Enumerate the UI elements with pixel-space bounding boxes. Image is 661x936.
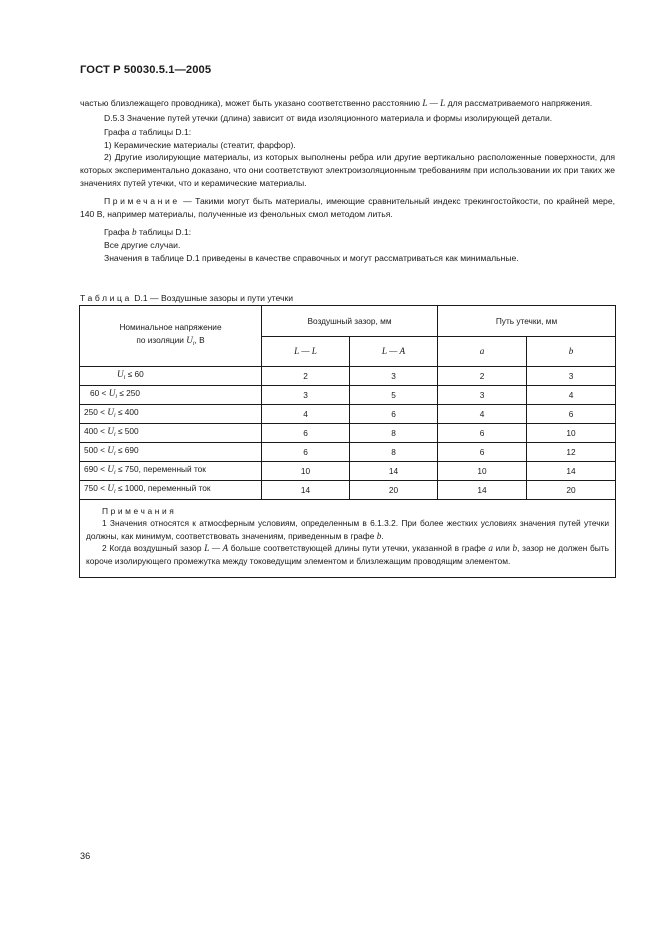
clearance-l-l-cell: 10 [262, 462, 350, 481]
header-a: a [438, 337, 527, 367]
header-text: Номинальное напряжение [119, 322, 222, 332]
paragraph-continuation [80, 97, 615, 110]
paragraph-note [80, 195, 615, 220]
voltage-cell: $400 < U_i \le 500$ [80, 424, 262, 443]
creepage-a-cell: 10 [438, 462, 527, 481]
table-row [80, 386, 616, 405]
clearance-l-l-cell: 14 [262, 481, 350, 500]
note-1: 1 Значения относятся к атмосферным условиям, определенным в 6.1.3.2. При более жестких условиях значения путей утечки должны, как минимум, соответствовать значениям, приведенным в графе b. [86, 518, 609, 541]
caption-text: D.1 — Воздушные зазоры и пути утечки [131, 293, 294, 303]
creepage-b-cell: 14 [527, 462, 616, 481]
header-l-l: L — L [262, 337, 350, 367]
creepage-b-cell: 6 [527, 405, 616, 424]
paragraph-d-5-3: D.5.3 Значение путей утечки (длина) зависит от вида изоляционного материала и формы изолирующей детали. [104, 112, 553, 123]
clearance-l-l-cell: 3 [262, 386, 350, 405]
header-l-a: L — A [350, 337, 438, 367]
paragraph-ceramic: 1) Керамические материалы (стеатит, фарфор). [104, 139, 296, 150]
table-notes [80, 500, 616, 578]
voltage-cell: $690 < U_i \le 750$, переменный ток [80, 462, 262, 481]
clearance-l-l-cell: 6 [262, 424, 350, 443]
paragraph-reference-values: Значения в таблице D.1 приведены в качестве справочных и могут рассматриваться как минимальные. [104, 252, 519, 263]
text-run: — Такими могут быть материалы, имеющие сравнительный индекс трекингостойкости, по крайней мере, 140 В, например материалы, полученные из фенольных смол методом литья. [80, 196, 615, 219]
table-row [80, 424, 616, 443]
note-2: 2 Когда воздушный зазор L — A больше соответствующей длины пути утечки, указанной в графе a или b, зазор не должен быть короче изолирующего промежутка между токоведущим элементом и близлежащим проводящим элементом. [86, 543, 609, 566]
clearance-l-a-cell: 20 [350, 481, 438, 500]
caption-label: Таблица [80, 293, 132, 303]
table-caption [80, 292, 615, 305]
voltage-cell: $250 < U_i \le 400$ [80, 405, 262, 424]
clearance-l-a-cell: 5 [350, 386, 438, 405]
table-notes-row [80, 500, 616, 578]
creepage-b-cell: 4 [527, 386, 616, 405]
creepage-a-cell: 14 [438, 481, 527, 500]
header-creepage: Путь утечки, мм [438, 306, 616, 337]
voltage-cell: $60 < U_i \le 250$ [80, 386, 262, 405]
voltage-cell: $500 < U_i \le 690$ [80, 443, 262, 462]
creepage-a-cell: 6 [438, 424, 527, 443]
paragraph-column-b-heading [80, 226, 615, 239]
text-run: для рассматриваемого напряжения. [445, 98, 593, 108]
creepage-b-cell: 20 [527, 481, 616, 500]
variable: a [131, 127, 137, 138]
clearance-l-a-cell: 8 [350, 443, 438, 462]
clearance-l-a-cell: 3 [350, 367, 438, 386]
variable: L — L [422, 98, 446, 108]
creepage-b-cell: 10 [527, 424, 616, 443]
clearance-l-a-cell: 8 [350, 424, 438, 443]
paragraph-column-a-heading [80, 126, 615, 139]
header-b: b [527, 337, 616, 367]
clearance-l-a-cell: 6 [350, 405, 438, 424]
voltage-cell: $U_i \le 60$ [80, 367, 262, 386]
text-run: Графа [104, 227, 132, 238]
text-run: частью близлежащего проводника), может быть указано соответственно расстоянию [80, 98, 423, 108]
header-text: по изоляции [136, 335, 187, 345]
clearance-l-l-cell: 4 [262, 405, 350, 424]
header-rated-voltage [80, 306, 262, 367]
table-row [80, 462, 616, 481]
clearance-l-l-cell: 2 [262, 367, 350, 386]
creepage-a-cell: 4 [438, 405, 527, 424]
creepage-b-cell: 3 [527, 367, 616, 386]
header-text: , В [194, 335, 205, 345]
text-run: таблицы D.1: [136, 227, 192, 238]
clearance-l-a-cell: 14 [350, 462, 438, 481]
table-row [80, 405, 616, 424]
subscript: i [192, 341, 195, 347]
creepage-b-cell: 12 [527, 443, 616, 462]
variable: b [131, 227, 137, 238]
voltage-cell: $750 < U_i \le 1000$, переменный ток [80, 481, 262, 500]
header-clearance: Воздушный зазор, мм [262, 306, 438, 337]
creepage-a-cell: 6 [438, 443, 527, 462]
table-row [80, 443, 616, 462]
table-row [80, 481, 616, 500]
page-number: 36 [80, 851, 91, 861]
table-row [80, 367, 616, 386]
document-header: ГОСТ Р 50030.5.1—2005 [80, 64, 212, 76]
notes-title: Примечания [102, 506, 177, 516]
text-run: таблицы D.1: [136, 127, 192, 138]
creepage-a-cell: 3 [438, 386, 527, 405]
clearance-l-l-cell: 6 [262, 443, 350, 462]
data-table [79, 305, 616, 578]
paragraph-other-materials: 2) Другие изолирующие материалы, из которых выполнены ребра или другие вертикально расположенные поверхности, для которых экспериментально доказано, что они соответствуют электроизоляционным требованиям при использовании их при таких же значениях путей утечки, что и керамические материалы. [80, 152, 615, 188]
body-text [80, 97, 615, 264]
creepage-a-cell: 2 [438, 367, 527, 386]
text-run: Графа [104, 127, 132, 138]
paragraph-other-cases: Все другие случаи. [104, 239, 181, 250]
note-label: Примечание [104, 196, 180, 207]
variable: U [186, 335, 193, 345]
